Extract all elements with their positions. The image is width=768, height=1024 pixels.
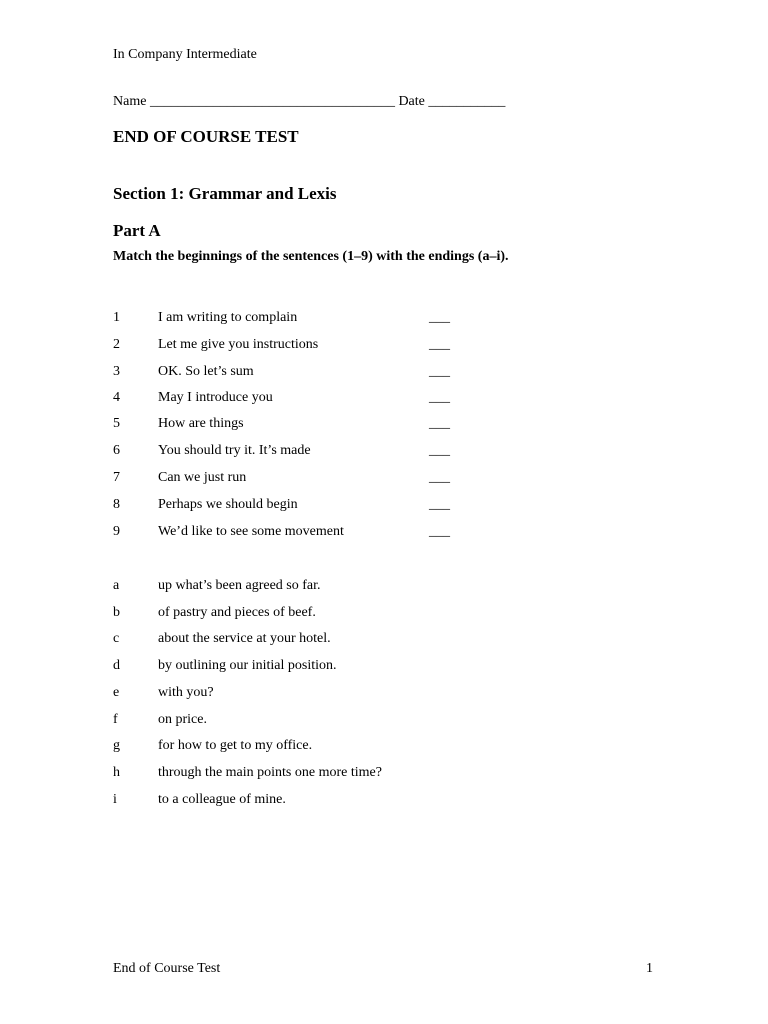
list-item bbox=[113, 524, 473, 542]
name-field[interactable]: ___________________________________ bbox=[149, 94, 395, 109]
list-item bbox=[113, 310, 473, 328]
item-text: about the service at your hotel. bbox=[158, 631, 331, 646]
item-letter: e bbox=[113, 685, 120, 700]
item-letter: h bbox=[113, 765, 120, 780]
item-number: 8 bbox=[113, 497, 120, 512]
item-number: 5 bbox=[113, 416, 120, 431]
item-letter: f bbox=[113, 712, 118, 727]
item-number: 6 bbox=[113, 443, 120, 458]
item-text: on price. bbox=[158, 712, 207, 727]
item-letter: c bbox=[113, 631, 120, 646]
list-item bbox=[113, 738, 473, 756]
list-item bbox=[113, 685, 473, 703]
list-item bbox=[113, 337, 473, 355]
item-letter: b bbox=[113, 605, 120, 620]
list-item bbox=[113, 605, 473, 623]
instruction-text: Match the beginnings of the sentences (1–9) with the endings (a–i). bbox=[113, 249, 509, 264]
answer-blank[interactable]: ___ bbox=[429, 443, 450, 458]
item-text: with you? bbox=[158, 685, 214, 700]
item-text: We’d like to see some movement bbox=[158, 524, 344, 539]
item-number: 4 bbox=[113, 390, 120, 405]
list-item bbox=[113, 765, 473, 783]
answer-blank[interactable]: ___ bbox=[429, 470, 450, 485]
list-item bbox=[113, 578, 473, 596]
page-title: END OF COURSE TEST bbox=[113, 127, 299, 146]
list-item bbox=[113, 443, 473, 461]
list-item bbox=[113, 792, 473, 810]
item-letter: g bbox=[113, 738, 120, 753]
item-text: up what’s been agreed so far. bbox=[158, 578, 321, 593]
item-text: through the main points one more time? bbox=[158, 765, 382, 780]
name-date-line bbox=[113, 94, 505, 110]
list-item bbox=[113, 497, 473, 515]
item-text: May I introduce you bbox=[158, 390, 273, 405]
item-text: to a colleague of mine. bbox=[158, 792, 286, 807]
item-text: Can we just run bbox=[158, 470, 247, 485]
part-heading: Part A bbox=[113, 221, 161, 240]
date-field[interactable]: ___________ bbox=[428, 94, 506, 109]
item-letter: a bbox=[113, 578, 120, 593]
answer-blank[interactable]: ___ bbox=[429, 390, 450, 405]
item-text: by outlining our initial position. bbox=[158, 658, 337, 673]
section-heading: Section 1: Grammar and Lexis bbox=[113, 184, 337, 203]
list-item bbox=[113, 416, 473, 434]
page-number: 1 bbox=[646, 961, 653, 976]
answer-blank[interactable]: ___ bbox=[429, 364, 450, 379]
item-number: 2 bbox=[113, 337, 120, 352]
list-item bbox=[113, 631, 473, 649]
answer-blank[interactable]: ___ bbox=[429, 416, 450, 431]
name-label: Name bbox=[113, 94, 147, 109]
list-item bbox=[113, 470, 473, 488]
course-header: In Company Intermediate bbox=[113, 47, 257, 62]
date-label: Date bbox=[398, 94, 425, 109]
item-text: OK. So let’s sum bbox=[158, 364, 254, 379]
item-text: Let me give you instructions bbox=[158, 337, 319, 352]
answer-blank[interactable]: ___ bbox=[429, 497, 450, 512]
item-letter: i bbox=[113, 792, 117, 807]
item-letter: d bbox=[113, 658, 120, 673]
item-text: of pastry and pieces of beef. bbox=[158, 605, 316, 620]
answer-blank[interactable]: ___ bbox=[429, 524, 450, 539]
item-text: for how to get to my office. bbox=[158, 738, 313, 753]
list-item bbox=[113, 364, 473, 382]
list-item bbox=[113, 658, 473, 676]
item-number: 9 bbox=[113, 524, 120, 539]
item-number: 7 bbox=[113, 470, 120, 485]
footer-label: End of Course Test bbox=[113, 961, 221, 976]
item-number: 1 bbox=[113, 310, 120, 325]
item-text: How are things bbox=[158, 416, 244, 431]
answer-blank[interactable]: ___ bbox=[429, 337, 450, 352]
item-text: Perhaps we should begin bbox=[158, 497, 298, 512]
item-text: You should try it. It’s made bbox=[158, 443, 311, 458]
item-text: I am writing to complain bbox=[158, 310, 298, 325]
answer-blank[interactable]: ___ bbox=[429, 310, 450, 325]
list-item bbox=[113, 712, 473, 730]
list-item bbox=[113, 390, 473, 408]
item-number: 3 bbox=[113, 364, 120, 379]
